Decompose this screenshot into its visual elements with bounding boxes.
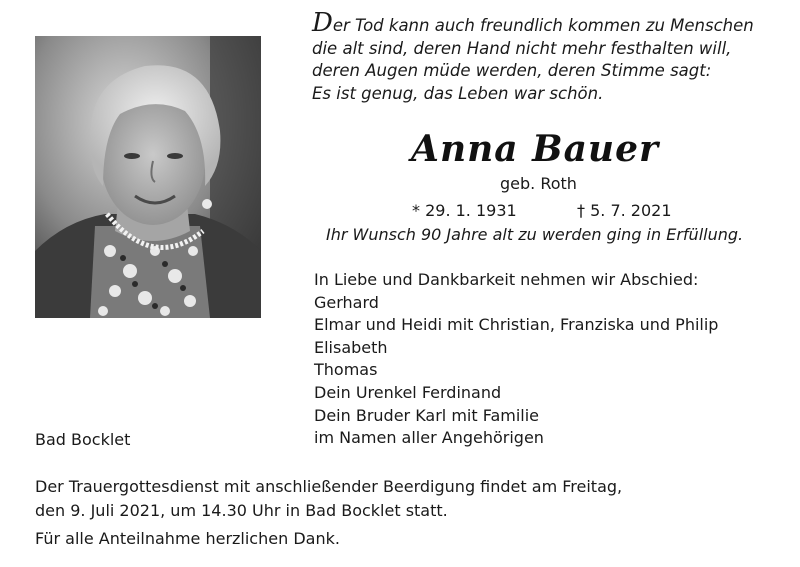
poem-line: deren Augen müde werden, deren Stimme sagt:	[312, 61, 712, 80]
portrait-photo	[35, 36, 261, 318]
mourner-entry: Gerhard	[314, 292, 379, 312]
poem-line: die alt sind, deren Hand nicht mehr festhalten will,	[312, 38, 732, 58]
mourners-intro: In Liebe und Dankbarkeit nehmen wir Abschied:	[314, 270, 699, 289]
portrait-image	[35, 36, 261, 318]
mourner-entry: Elmar und Heidi mit Christian, Franziska und Philip	[314, 315, 719, 335]
mourners-list	[314, 269, 718, 450]
service-line: den 9. Juli 2021, um 14.30 Uhr in Bad Bocklet statt.	[35, 501, 448, 520]
wish-text: Ihr Wunsch 90 Jahre alt zu werden ging in Erfüllung.	[326, 225, 744, 244]
mourner-entry: im Namen aller Angehörigen	[314, 428, 544, 448]
location: Bad Bocklet	[35, 430, 131, 449]
mourner-entry: Thomas	[314, 360, 378, 380]
mourner-entry: Elisabeth	[314, 337, 388, 357]
death-date: † 5. 7. 2021	[577, 201, 672, 220]
maiden-name: geb. Roth	[500, 174, 577, 193]
poem-line	[312, 8, 782, 38]
service-notice	[35, 475, 622, 523]
deceased-name: Anna Bauer	[411, 128, 659, 170]
service-line: Der Trauergottesdienst mit anschließender Beerdigung findet am Freitag,	[35, 477, 623, 496]
poem-dropcap: D	[312, 8, 333, 38]
thanks-note: Für alle Anteilnahme herzlichen Dank.	[35, 529, 340, 548]
poem-line: Es ist genug, das Leben war schön.	[312, 83, 604, 103]
poem-first-line: er Tod kann auch freundlich kommen zu Menschen	[332, 16, 754, 35]
mourner-entry: Dein Bruder Karl mit Familie	[314, 405, 540, 425]
birth-date: * 29. 1. 1931	[412, 201, 517, 220]
poem	[312, 8, 782, 105]
mourner-entry: Dein Urenkel Ferdinand	[314, 382, 502, 402]
